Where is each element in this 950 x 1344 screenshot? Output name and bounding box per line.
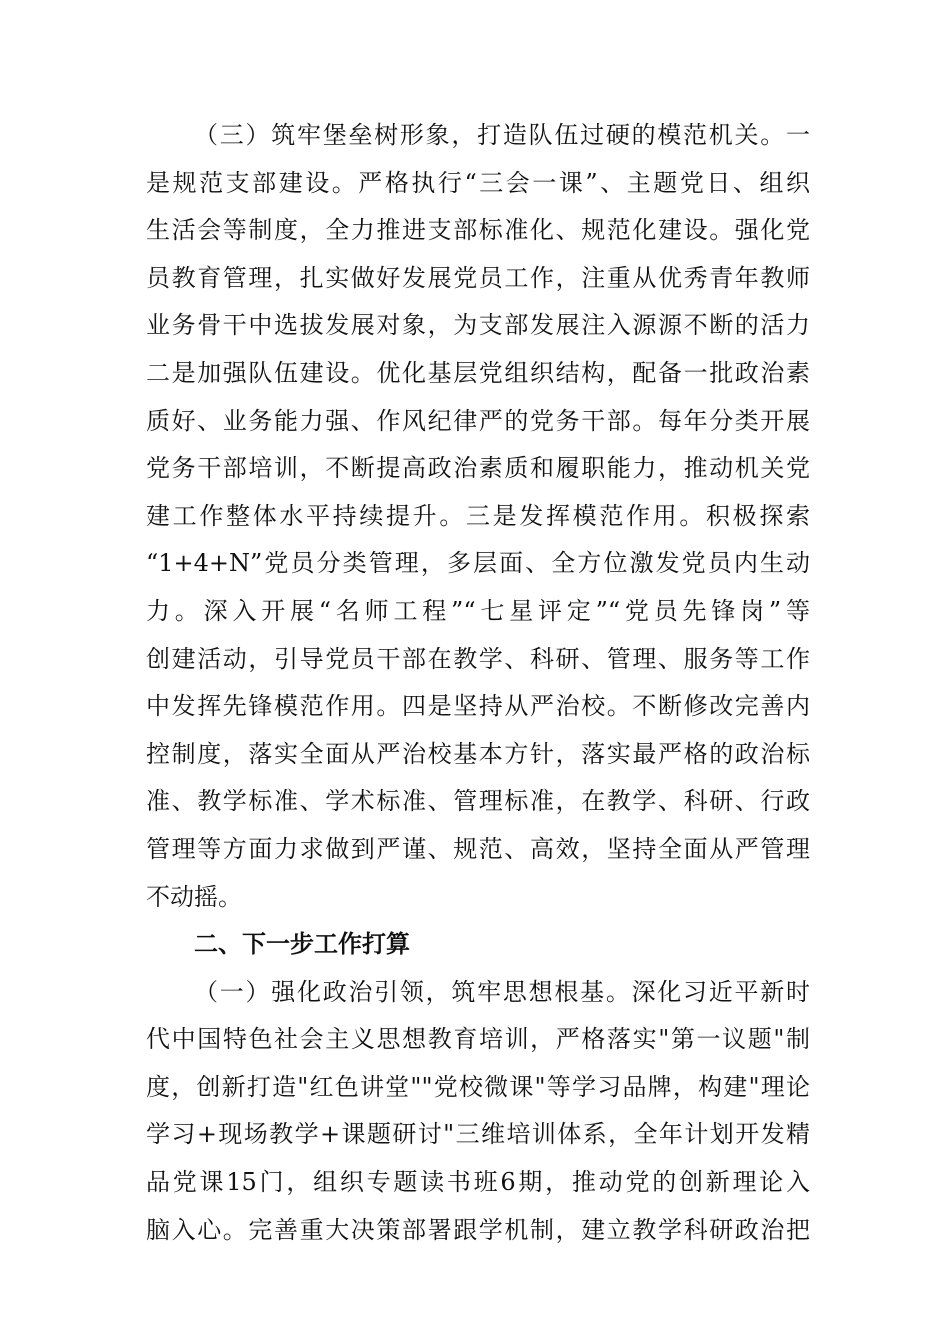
text-line: 中发挥先锋模范作用。四是坚持从严治校。不断修改完善内 (146, 692, 810, 721)
text-line: （一）强化政治引领，筑牢思想根基。深化习近平新时 (194, 977, 810, 1006)
text-line: 党务干部培训，不断提高政治素质和履职能力，推动机关党 (146, 454, 810, 483)
document-body (146, 112, 810, 1254)
section-heading: 二、下一步工作打算 (194, 930, 410, 959)
text-line: 业务骨干中选拔发展对象，为支部发展注入源源不断的活力 (146, 311, 810, 340)
text-line: 脑入心。完善重大决策部署跟学机制，建立教学科研政治把 (146, 1215, 810, 1244)
text-line: 准、教学标准、学术标准、管理标准，在教学、科研、行政 (146, 787, 810, 816)
text-line: 是规范支部建设。严格执行“三会一课”、主题党日、组织 (146, 168, 810, 197)
text-line: 二是加强队伍建设。优化基层党组织结构，配备一批政治素 (146, 358, 810, 387)
text-line: 创建活动，引导党员干部在教学、科研、管理、服务等工作 (146, 644, 810, 673)
text-line: 建工作整体水平持续提升。三是发挥模范作用。积极探索 (146, 501, 810, 530)
text-line: 学习+现场教学+课题研讨"三维培训体系，全年计划开发精 (146, 1120, 810, 1149)
section-one-paragraph (146, 969, 810, 1255)
section-three-paragraph (146, 112, 810, 921)
text-line: 员教育管理，扎实做好发展党员工作，注重从优秀青年教师 (146, 263, 810, 292)
text-line: 生活会等制度，全力推进支部标准化、规范化建设。强化党 (146, 216, 810, 245)
text-line: 力。深入开展“名师工程”“七星评定”“党员先锋岗”等 (146, 596, 810, 625)
text-line: 质好、业务能力强、作风纪律严的党务干部。每年分类开展 (146, 406, 810, 435)
text-line: 品党课15门，组织专题读书班6期，推动党的创新理论入 (146, 1168, 810, 1197)
text-line: 管理等方面力求做到严谨、规范、高效，坚持全面从严管理 (146, 834, 810, 863)
text-line: （三）筑牢堡垒树形象，打造队伍过硬的模范机关。一 (194, 121, 810, 149)
text-line: 代中国特色社会主义思想教育培训，严格落实"第一议题"制 (146, 1025, 810, 1054)
text-line: 控制度，落实全面从严治校基本方针，落实最严格的政治标 (146, 739, 810, 768)
text-line: 度，创新打造"红色讲堂""党校微课"等学习品牌，构建"理论 (146, 1072, 810, 1101)
text-line: “1+4+N”党员分类管理，多层面、全方位激发党员内生动 (146, 549, 810, 578)
text-line: 不动摇。 (146, 882, 242, 911)
